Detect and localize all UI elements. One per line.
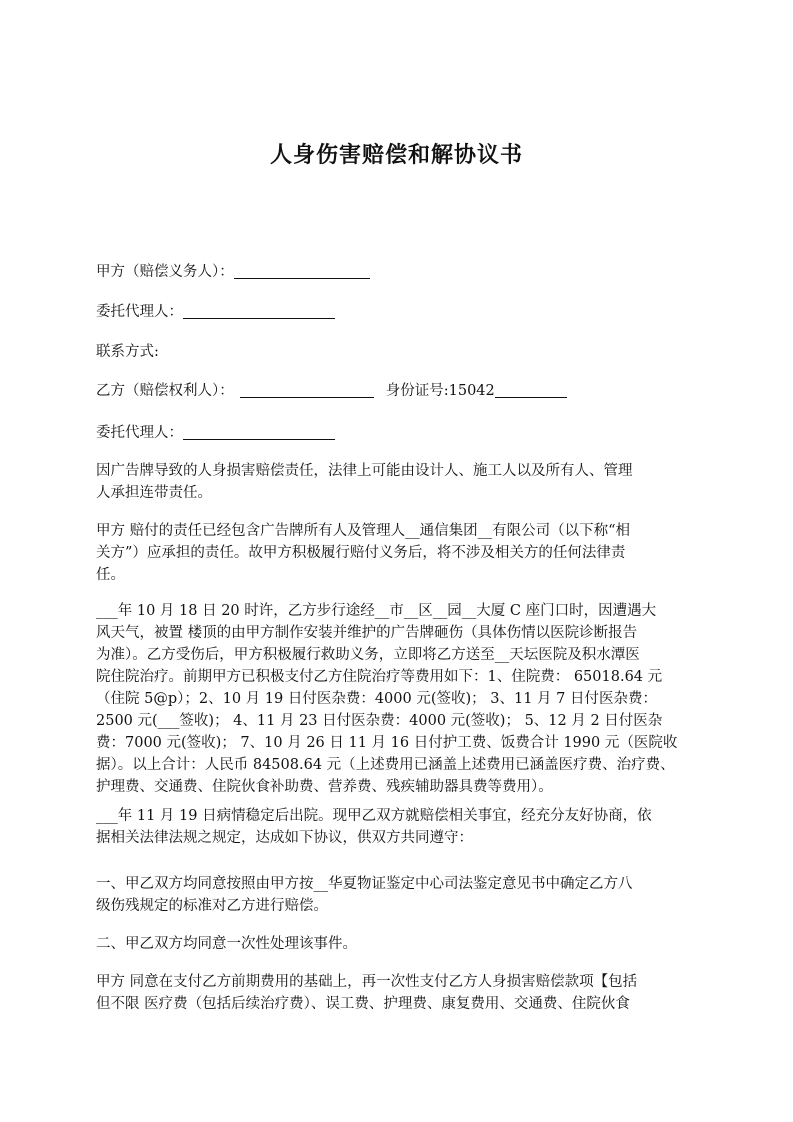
- paragraph-responsibility: [96, 520, 716, 586]
- paragraph-line: 甲方 同意在支付乙方前期费用的基础上，再一次性支付乙方人身损害赔偿款项【包括: [96, 974, 638, 990]
- agent-a-label: 委托代理人：: [96, 304, 183, 320]
- id-blank: [495, 382, 567, 398]
- paragraph-line: 任。: [96, 567, 125, 583]
- paragraph-line: 为准）。乙方受伤后，甲方积极履行救助义务，立即将乙方送至__天坛医院及积水潭医: [96, 647, 640, 663]
- paragraph-line: 2500 元(___签收)； 4、11 月 23 日付医杂费：4000 元(签收)； 5、12 月 2 日付医杂: [96, 713, 663, 729]
- paragraph-liability: [96, 460, 716, 504]
- paragraph-line: 二、甲乙双方均同意一次性处理该事件。: [96, 936, 357, 952]
- party-b-label: 乙方（赔偿权利人）：: [96, 383, 234, 399]
- paragraph-line: 因广告牌导致的人身损害赔偿责任，法律上可能由设计人、施工人以及所有人、管理: [96, 463, 633, 479]
- paragraph-line: 风天气，被置 楼顶的由甲方制作安装并维护的广告牌砸伤（具体伤情以医院诊断报告: [96, 625, 638, 641]
- paragraph-line: 费：7000 元(签收)； 7、10 月 26 日 11 月 16 日付护工费、饭费合计 1990 元（医院收: [96, 735, 678, 751]
- paragraph-line: 一、甲乙双方均同意按照由甲方按__华夏物证鉴定中心司法鉴定意见书中确定乙方八: [96, 876, 633, 892]
- paragraph-payment: [96, 971, 716, 1015]
- paragraph-discharge: [96, 805, 716, 849]
- clause-one: [96, 873, 716, 917]
- agent-a-blank: [183, 303, 335, 319]
- agent-b-line: [96, 423, 335, 443]
- party-b-blank: [240, 382, 374, 398]
- paragraph-line: 院住院治疗。前期甲方已积极支付乙方住院治疗等费用如下：1、住院费： 65018.64 元: [96, 669, 663, 685]
- agent-a-line: [96, 302, 335, 322]
- paragraph-line: ___年 10 月 18 日 20 时许，乙方步行途经__市__区__园__大厦 C 座门口时，因遭遇大: [96, 603, 657, 619]
- clause-two: [96, 933, 716, 955]
- paragraph-line: 据相关法律法规之规定，达成如下协议，供双方共同遵守：: [96, 830, 473, 846]
- paragraph-line: 关方”）应承担的责任。故甲方积极履行赔付义务后，将不涉及相关方的任何法律责: [96, 545, 626, 561]
- paragraph-line: 甲方 赔付的责任已经包含广告牌所有人及管理人__通信集团__有限公司（以下称“相: [96, 523, 631, 539]
- paragraph-line: 级伤残规定的标准对乙方进行赔偿。: [96, 898, 328, 914]
- party-a-line: [96, 262, 370, 282]
- party-a-blank: [234, 263, 370, 279]
- agent-b-blank: [183, 424, 335, 440]
- paragraph-line: 但不限 医疗费（包括后续治疗费）、误工费、护理费、康复费用、交通费、住院伙食: [96, 996, 630, 1012]
- paragraph-line: 人承担连带责任。: [96, 485, 212, 501]
- party-b-line: [96, 381, 567, 401]
- document-title: 人身伤害赔偿和解协议书: [269, 143, 523, 168]
- agent-b-label: 委托代理人：: [96, 425, 183, 441]
- paragraph-incident: [96, 600, 716, 798]
- party-a-label: 甲方（赔偿义务人）：: [96, 264, 234, 280]
- paragraph-line: 据）。以上合计：人民币 84508.64 元（上述费用已涵盖上述费用已涵盖医疗费、治疗费、: [96, 757, 675, 773]
- paragraph-line: （住院 5@p）；2、10 月 19 日付医杂费：4000 元(签收)； 3、11 月 7 日付医杂费：: [96, 691, 657, 707]
- contact-label: 联系方式:: [96, 344, 159, 360]
- paragraph-line: ___年 11 月 19 日病情稳定后出院。现甲乙双方就赔偿相关事宜，经充分友好协商，依: [96, 808, 652, 824]
- id-label: 身份证号:15042: [385, 383, 495, 399]
- paragraph-line: 护理费、交通费、住院伙食补助费、营养费、残疾辅助器具费等费用）。: [96, 779, 553, 795]
- contact-line: [96, 342, 159, 362]
